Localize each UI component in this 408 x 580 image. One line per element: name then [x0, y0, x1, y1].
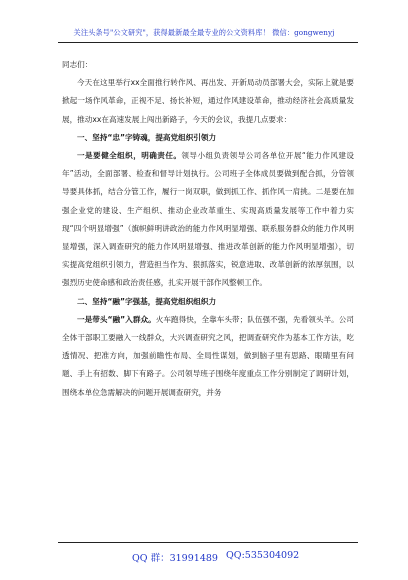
- header-divider: [58, 42, 358, 43]
- section-1-paragraph: [62, 147, 354, 293]
- section-2-heading: 二、坚持“融”字强基，提高党组织组织力: [77, 296, 217, 306]
- section-2-paragraph: [62, 311, 354, 402]
- section-2-lead: 一是带头“融”入群众。: [77, 314, 156, 324]
- section-1-text: 领导小组负责领导公司各单位开展“能力作风建设年”活动，全面部署、检查和督导计划执行。公司班子全体成员要做到配合抓，分管领导要具体抓，结合分管工作，履行一岗双职，做到抓工作、抓作风一肩挑。二是要在加强企业党的建设、生产组织、推动企业改革重生、实现高质量发展等工作中着力实现“四个明显增强”（旗帜鲜明讲政治的能力作风明显增强、联系服务群众的能力作风明显增强，深入调查研究的能力作风明显增强、推进改革创新的能力作风明显增强），切实提高党组织引领力，营造担当作为、狠抓落实，锐意进取、改革创新的浓厚氛围，以强烈历史使命感和政治责任感，扎实开展干部作风整顿工作。: [62, 151, 354, 288]
- page-header: [0, 0, 408, 52]
- section-2-text: 火车跑得快，全靠车头带；队伍强不强，先看领头羊。公司全体干部职工要融入一线群众，大兴调查研究之风，把调查研究作为基本工作方法，吃透情况、把准方向，加强前瞻性布局、全局性谋划，做到脑子里有思路、眼睛里有问题、手上有招数、脚下有路子。公司领导班子围绕年度重点工作分别制定了调研计划，围绕本单位急需解决的问题开展调查研究，并务: [62, 314, 354, 397]
- section-1-heading: 一、坚持“忠”字铸魂，提高党组织引领力: [77, 132, 217, 142]
- footer-divider: [58, 542, 358, 543]
- footer-qq-group: QQ 群：31991489: [132, 553, 218, 564]
- footer-qq-contact: QQ:535304092: [226, 550, 300, 561]
- document-body: [62, 56, 354, 402]
- section-1-lead: 一是要健全组织，明确责任。: [77, 151, 182, 161]
- intro-paragraph: 今天在这里举行xx全面推行转作风、再出发、开新局动员部署大会，实际上就是要掀起一场作风革命，正视不足、扬长补短，通过作风建设革命，推动经济社会高质量发展，推动xx在高速发展上闯出新路子，今天的会议，我提几点要求：: [62, 78, 354, 124]
- header-promo-text: 关注头条号"公文研究"，获得最新最全最专业的公文资料库！ 微信：gongwenyj: [73, 28, 335, 37]
- salutation: 同志们：: [62, 60, 93, 69]
- page-footer: [0, 542, 408, 572]
